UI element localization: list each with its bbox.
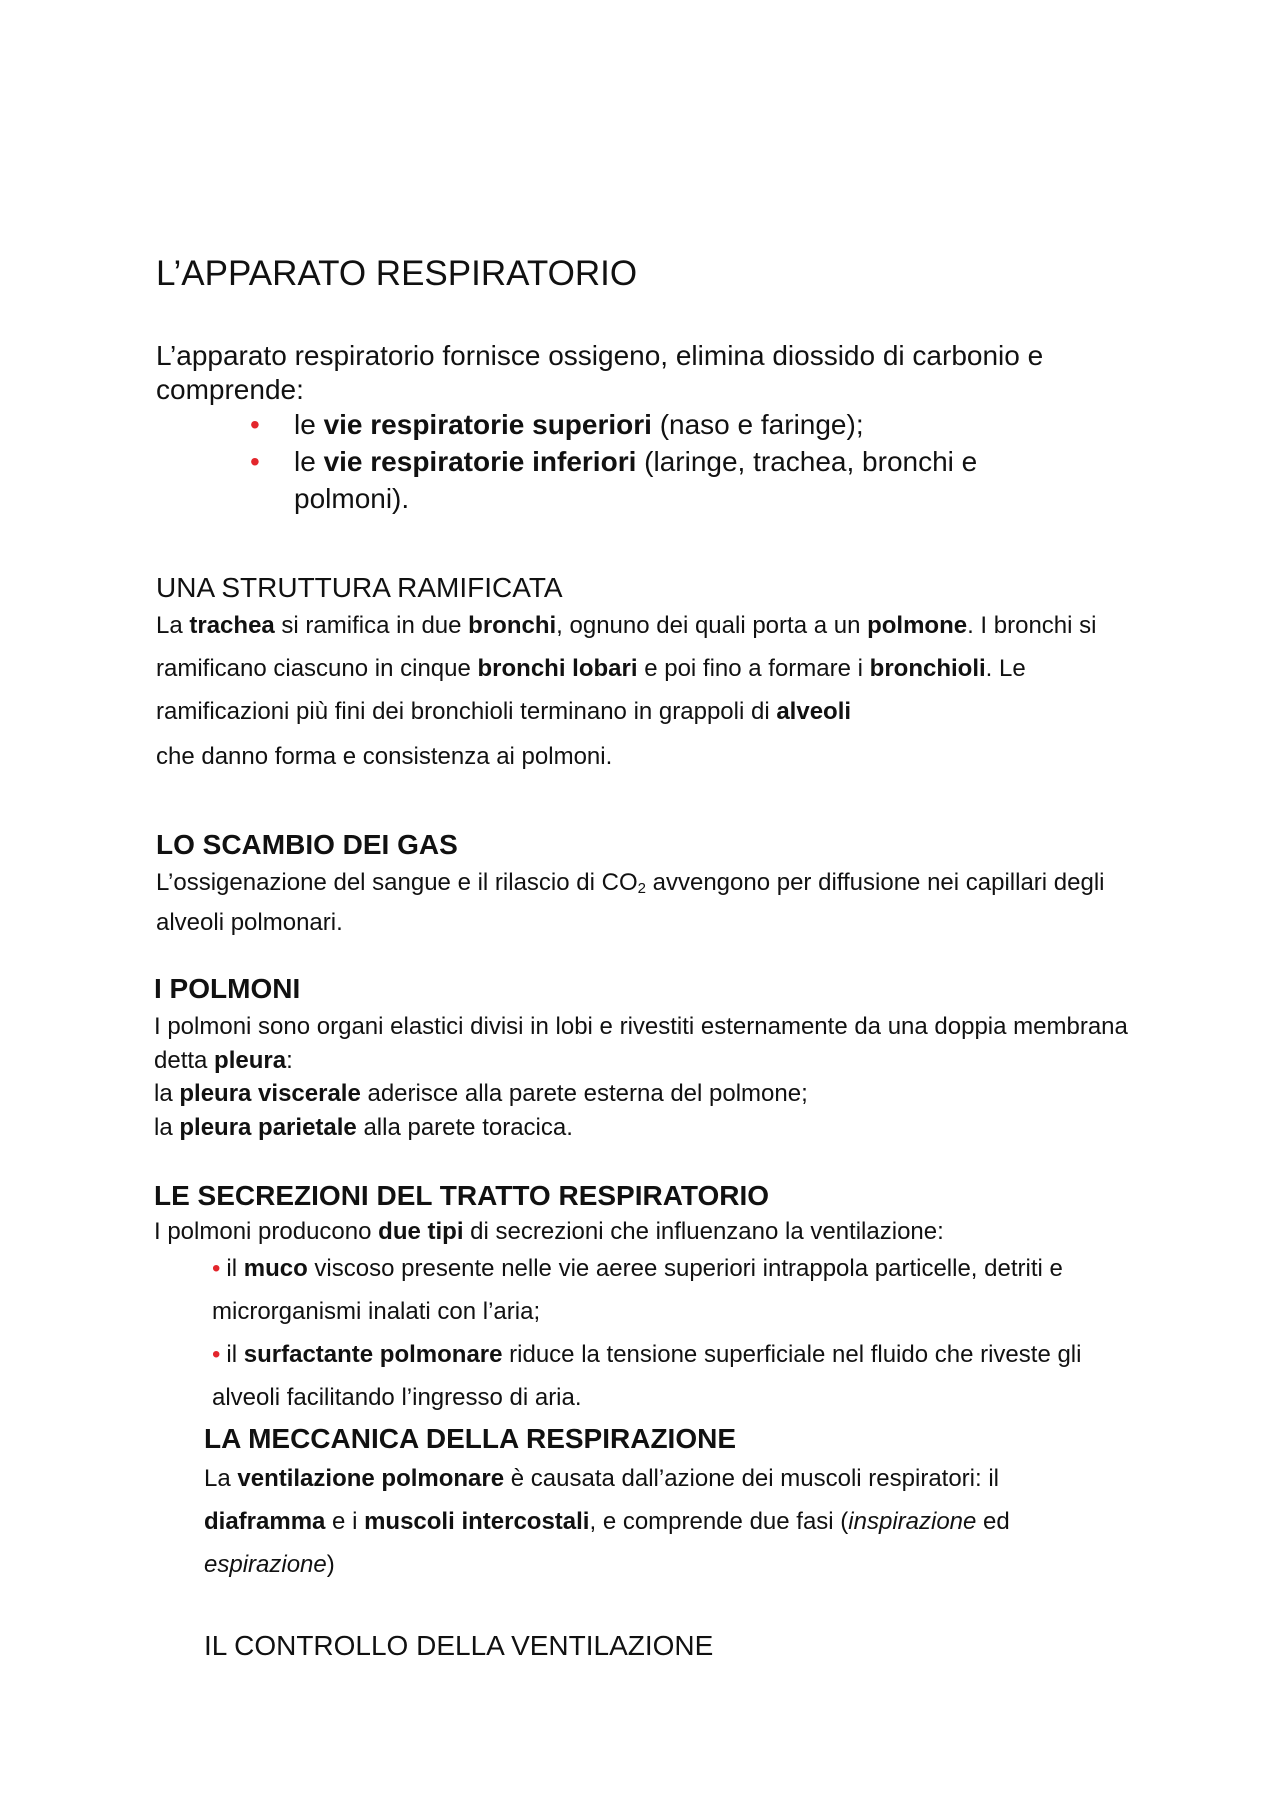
- bullet-icon: •: [250, 446, 260, 477]
- list-item: • il muco viscoso presente nelle vie aeree superiori intrappola particelle, detriti e microrganismi inalati con l’aria;: [212, 1255, 1063, 1325]
- list-item: • il surfactante polmonare riduce la tensione superficiale nel fluido che riveste gli alveoli facilitando l’ingresso di aria.: [212, 1341, 1082, 1411]
- bullet-icon: •: [212, 1255, 221, 1282]
- section-heading-secrezioni: LE SECREZIONI DEL TRATTO RESPIRATORIO: [154, 1180, 770, 1211]
- list-item: • le vie respiratorie superiori (naso e faringe);: [250, 406, 1070, 443]
- bullet-icon: •: [212, 1341, 221, 1368]
- section-paragraph-scambio: L’ossigenazione del sangue e il rilascio di $CO_2$ avvengono per diffusione nei capillari degli alveoli polmonari.: [156, 869, 1105, 936]
- section-heading-scambio: LO SCAMBIO DEI GAS: [156, 829, 458, 860]
- intro-paragraph: [156, 339, 1156, 407]
- section-heading-meccanica: LA MECCANICA DELLA RESPIRAZIONE: [204, 1423, 736, 1454]
- section-paragraph-secrezioni: I polmoni producono due tipi di secrezioni che influenzano la ventilazione:: [154, 1218, 944, 1245]
- intro-line-2: comprende:: [156, 374, 304, 405]
- bullet-icon: •: [250, 409, 260, 440]
- page-title: L’APPARATO RESPIRATORIO: [156, 254, 638, 293]
- section-paragraph-meccanica: La ventilazione polmonare è causata dall’azione dei muscoli respiratori: il diaframma e i muscoli intercostali, e comprende due fasi (inspirazione ed espirazione): [204, 1465, 1010, 1578]
- intro-line-1: L’apparato respiratorio fornisce ossigeno, elimina diossido di carbonio e: [156, 340, 1044, 371]
- section-heading-polmoni: I POLMONI: [154, 973, 301, 1004]
- secretions-list: [212, 1247, 1112, 1419]
- section-paragraph-polmoni: I polmoni sono organi elastici divisi in lobi e rivestiti esternamente da una doppia membrana detta pleura: la pleura viscerale aderisce alla parete esterna del polmone; la pleura parietale alla parete toracica.: [154, 1013, 1128, 1141]
- section-paragraph-struttura: La trachea si ramifica in due bronchi, ognuno dei quali porta a un polmone. I bronchi si ramificano ciascuno in cinque bronchi lobari e poi fino a formare i bronchioli. Le ramificazioni più fini dei bronchioli terminano in grappoli di alveoli che danno forma e consistenza ai polmoni.: [156, 612, 1097, 770]
- section-heading-controllo: IL CONTROLLO DELLA VENTILAZIONE: [204, 1630, 714, 1661]
- list-item: • le vie respiratorie inferiori (laringe, trachea, bronchi e polmoni).: [250, 443, 1070, 517]
- section-heading-struttura: UNA STRUTTURA RAMIFICATA: [156, 572, 563, 603]
- respiratory-tract-list: [250, 406, 1070, 517]
